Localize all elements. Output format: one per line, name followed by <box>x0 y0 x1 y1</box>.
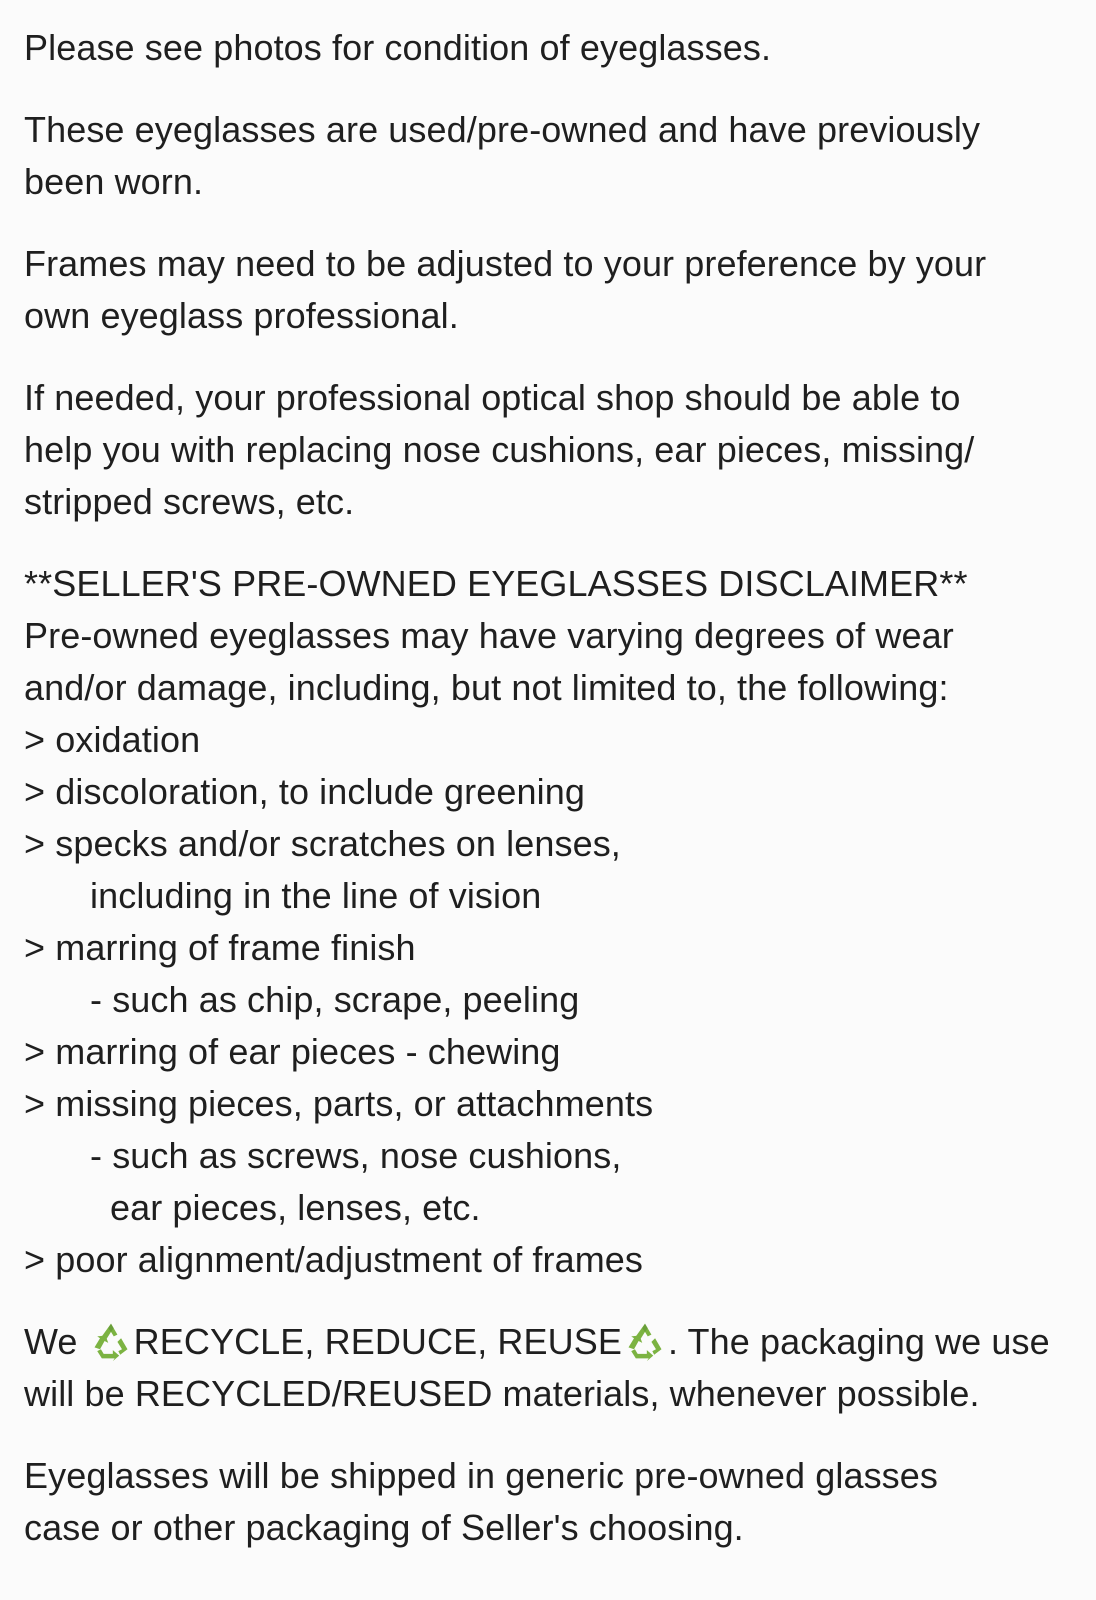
text-line: These eyeglasses are used/pre-owned and have previously <box>24 109 981 150</box>
disclaimer-subitem: - such as screws, nose cushions, <box>90 1135 622 1176</box>
disclaimer-item: > oxidation <box>24 719 201 760</box>
recycle-line <box>24 1316 1074 1368</box>
recycle-note <box>24 1316 1074 1420</box>
recycle-icon <box>623 1319 667 1363</box>
listing-description <box>24 22 1074 1554</box>
adjustment-note <box>24 238 1074 342</box>
disclaimer-subitem: - such as chip, scrape, peeling <box>90 979 580 1020</box>
text-line: been worn. <box>24 161 204 202</box>
disclaimer-item: > marring of ear pieces - chewing <box>24 1031 561 1072</box>
disclaimer-item: > missing pieces, parts, or attachments <box>24 1083 654 1124</box>
recycle-icon <box>89 1319 133 1363</box>
disclaimer-intro-line: and/or damage, including, but not limited to, the following: <box>24 667 949 708</box>
disclaimer-section <box>24 558 1074 1286</box>
disclaimer-heading: **SELLER'S PRE-OWNED EYEGLASSES DISCLAIMER** <box>24 563 968 604</box>
disclaimer-intro-line: Pre-owned eyeglasses may have varying degrees of wear <box>24 615 954 656</box>
condition-note <box>24 22 1074 74</box>
used-note <box>24 104 1074 208</box>
recycle-slogan: RECYCLE, REDUCE, REUSE <box>133 1321 622 1362</box>
text-line: Please see photos for condition of eyeglasses. <box>24 27 772 68</box>
recycle-tail-text: . The packaging we use <box>667 1321 1050 1362</box>
recycle-we-text: We <box>24 1321 88 1362</box>
disclaimer-item: > poor alignment/adjustment of frames <box>24 1239 644 1280</box>
text-line: stripped screws, etc. <box>24 481 355 522</box>
shipping-note <box>24 1450 1074 1554</box>
disclaimer-item: > specks and/or scratches on lenses, <box>24 823 621 864</box>
disclaimer-item: > discoloration, to include greening <box>24 771 585 812</box>
text-line: If needed, your professional optical shop should be able to <box>24 377 961 418</box>
optical-shop-note <box>24 372 1074 528</box>
text-line: Eyeglasses will be shipped in generic pre-owned glasses <box>24 1455 939 1496</box>
disclaimer-subitem: including in the line of vision <box>90 875 542 916</box>
text-line: own eyeglass professional. <box>24 295 459 336</box>
text-line: case or other packaging of Seller's choosing. <box>24 1507 744 1548</box>
text-line: Frames may need to be adjusted to your preference by your <box>24 243 987 284</box>
disclaimer-item: > marring of frame finish <box>24 927 416 968</box>
disclaimer-subitem: ear pieces, lenses, etc. <box>110 1187 481 1228</box>
text-line: help you with replacing nose cushions, ear pieces, missing/ <box>24 429 975 470</box>
text-line: will be RECYCLED/REUSED materials, whenever possible. <box>24 1373 980 1414</box>
